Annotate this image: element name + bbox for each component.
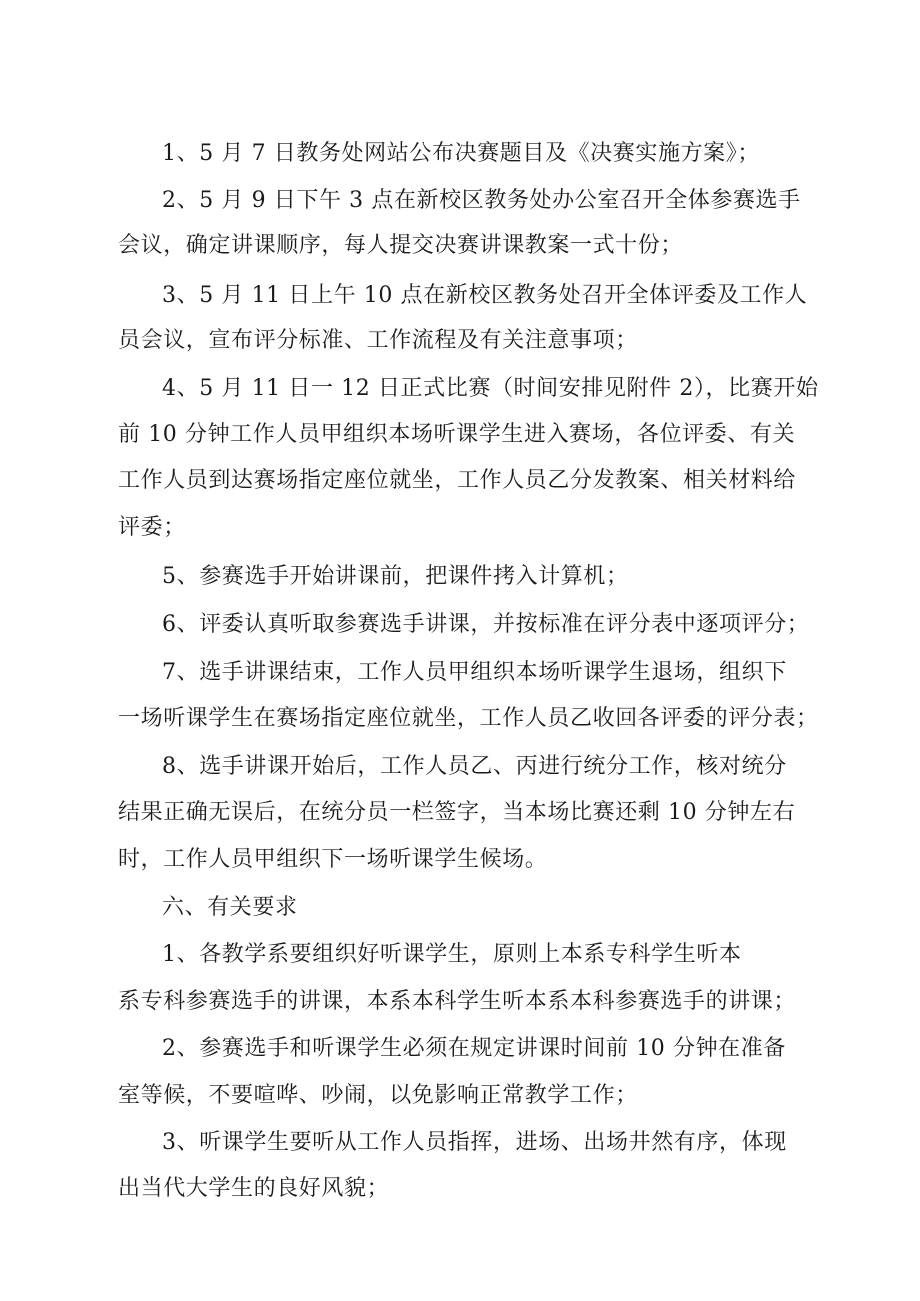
paragraph-line: 7、选手讲课结束，工作人员甲组织本场听课学生退场，组织下: [162, 660, 787, 685]
paragraph-line: 3、5 月 11 日上午 10 点在新校区教务处召开全体评委及工作人: [162, 283, 808, 308]
paragraph-line: 前 10 分钟工作人员甲组织本场听课学生进入赛场，各位评委、有关: [118, 422, 796, 447]
paragraph-line: 时，工作人员甲组织下一场听课学生候场。: [118, 847, 548, 872]
paragraph-line: 会议，确定讲课顺序，每人提交决赛讲课教案一式十份；: [118, 233, 684, 258]
paragraph-line: 系专科参赛选手的讲课，本系本科学生听本系本科参赛选手的讲课；: [118, 989, 797, 1014]
paragraph-line: 评委；: [118, 515, 186, 540]
paragraph-line: 3、听课学生要听从工作人员指挥，进场、出场井然有序，体现: [162, 1130, 787, 1155]
paragraph-line: 出当代大学生的良好风貌；: [118, 1176, 390, 1201]
paragraph-line: 工作人员到达赛场指定座位就坐，工作人员乙分发教案、相关材料给: [118, 468, 797, 493]
paragraph-line: 1、5 月 7 日教务处网站公布决赛题目及《决赛实施方案》；: [162, 141, 760, 166]
paragraph-line: 员会议，宣布评分标准、工作流程及有关注意事项；: [118, 328, 638, 353]
paragraph-line: 5、参赛选手开始讲课前，把课件拷入计算机；: [162, 564, 629, 589]
paragraph-line: 一场听课学生在赛场指定座位就坐，工作人员乙收回各评委的评分表；: [118, 706, 819, 731]
paragraph-line: 2、参赛选手和听课学生必须在规定讲课时间前 10 分钟在准备: [162, 1036, 786, 1061]
section-heading: 六、有关要求: [162, 895, 298, 920]
paragraph-line: 结果正确无误后，在统分员一栏签字，当本场比赛还剩 10 分钟左右: [118, 800, 796, 825]
paragraph-line: 室等候，不要喧哗、吵闹，以免影响正常教学工作；: [118, 1083, 638, 1108]
paragraph-line: 2、5 月 9 日下午 3 点在新校区教务处办公室召开全体参赛选手: [162, 188, 801, 213]
paragraph-line: 6、评委认真听取参赛选手讲课，并按标准在评分表中逐项评分；: [162, 612, 810, 637]
paragraph-line: 1、各教学系要组织好听课学生，原则上本系专科学生听本: [162, 942, 742, 967]
paragraph-line: 4、5 月 11 日一 12 日正式比赛（时间安排见附件 2），比赛开始: [162, 376, 819, 401]
paragraph-line: 8、选手讲课开始后，工作人员乙、丙进行统分工作，核对统分: [162, 754, 787, 779]
